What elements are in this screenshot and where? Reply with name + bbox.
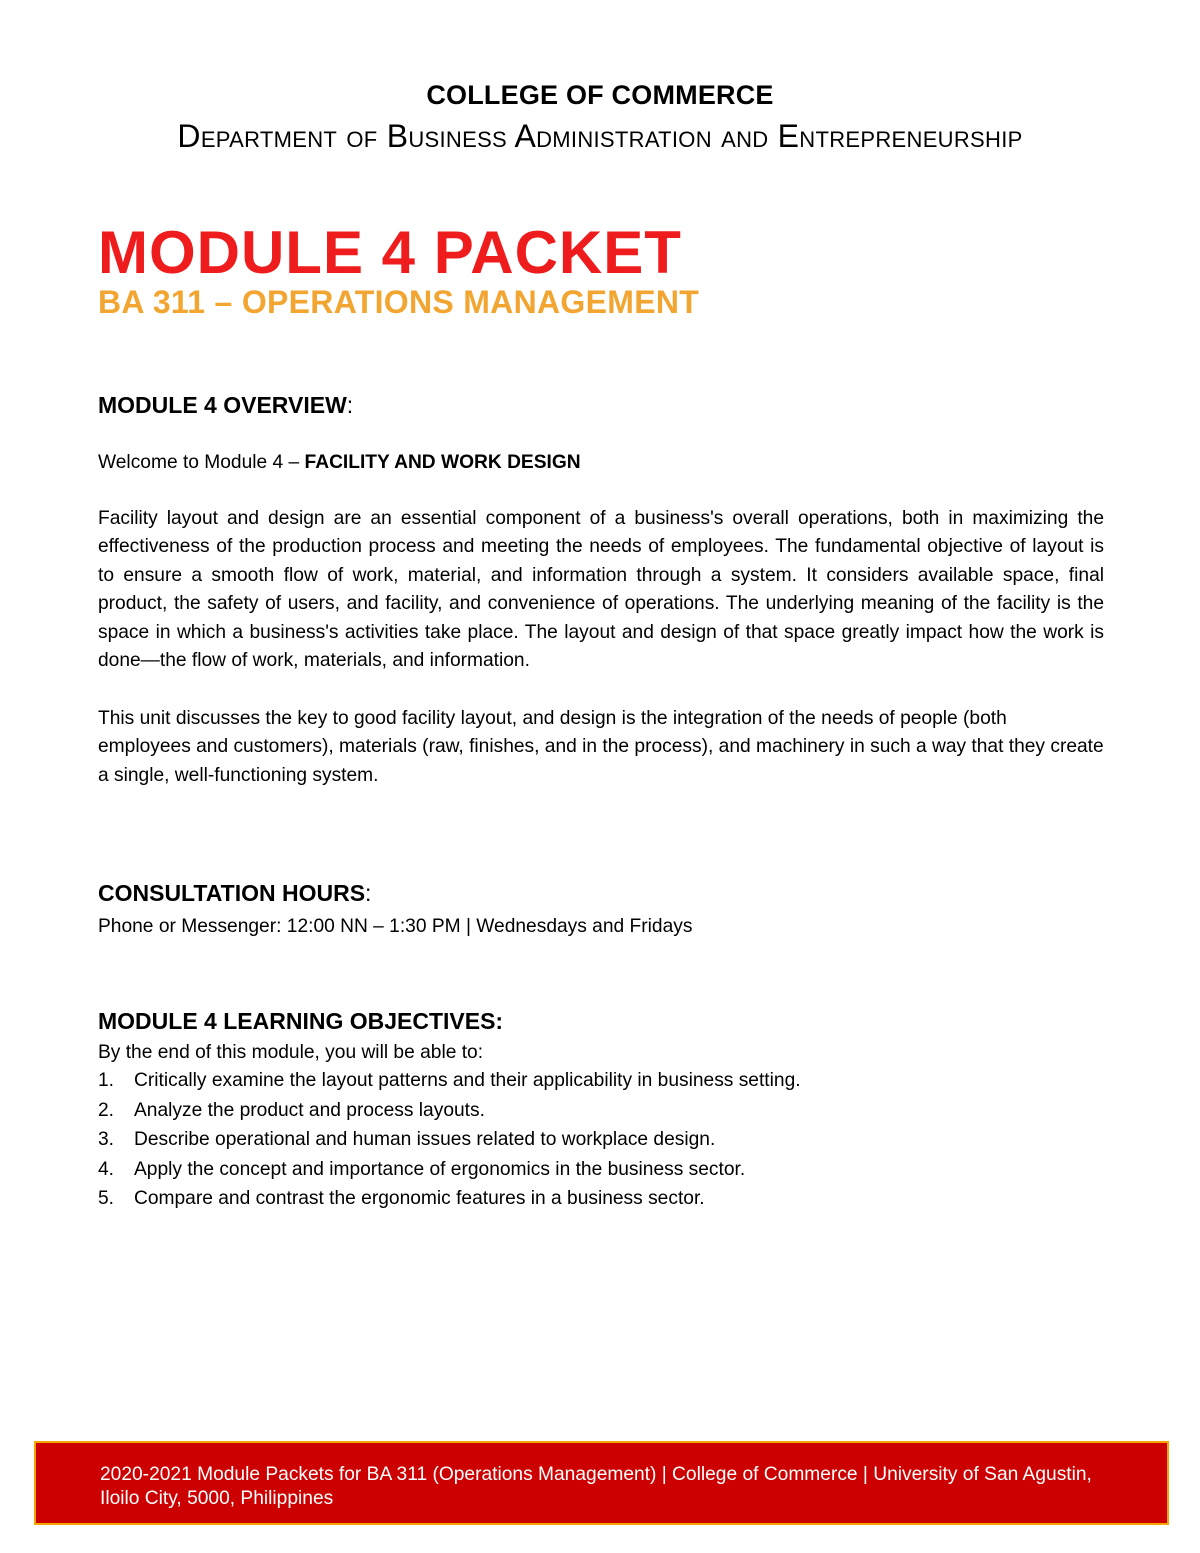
welcome-topic: FACILITY AND WORK DESIGN	[304, 452, 581, 473]
overview-paragraph-1: Facility layout and design are an essential component of a business's overall operations, both in maximizing the effectiveness of the production process and meeting the needs of employees. The fundamental objective of layout is to ensure a smooth flow of work, material, and information through a system. It considers available space, final product, the safety of users, and facility, and convenience of operations. The underlying meaning of the facility is the space in which a business's activities take place. The layout and design of that space greatly impact how the work is done—the flow of work, materials, and information.	[98, 508, 1104, 672]
list-item-number: 4.	[98, 1158, 115, 1180]
objectives-list	[98, 1066, 801, 1214]
objectives-intro: By the end of this module, you will be able to:	[98, 1042, 484, 1063]
course-title: BA 311 – OPERATIONS MANAGEMENT	[98, 284, 700, 320]
department-title: Department of Business Administration and Entrepreneurship	[177, 118, 1023, 154]
list-item	[98, 1125, 801, 1155]
welcome-prefix: Welcome to Module 4 –	[98, 452, 305, 473]
list-item	[98, 1066, 801, 1096]
overview-heading-suffix: :	[346, 392, 354, 418]
consultation-heading	[98, 880, 371, 907]
list-item-text: Compare and contrast the ergonomic features in a business sector.	[134, 1188, 705, 1210]
list-item	[98, 1155, 801, 1185]
list-item-text: Describe operational and human issues related to workplace design.	[134, 1129, 716, 1151]
consultation-heading-suffix: :	[365, 880, 372, 906]
overview-heading	[98, 392, 353, 419]
module-title: MODULE 4 PACKET	[98, 219, 682, 286]
list-item-text: Apply the concept and importance of ergonomics in the business sector.	[134, 1158, 746, 1180]
list-item-text: Critically examine the layout patterns and their applicability in business setting.	[134, 1070, 801, 1091]
list-item-number: 1.	[98, 1070, 115, 1091]
page-footer	[34, 1441, 1169, 1525]
overview-heading-text: MODULE 4 OVERVIEW	[98, 392, 347, 418]
list-item	[98, 1096, 801, 1126]
list-item-text: Analyze the product and process layouts.	[134, 1099, 485, 1121]
list-item-number: 5.	[98, 1188, 115, 1210]
welcome-line	[98, 449, 1104, 477]
list-item	[98, 1184, 801, 1214]
list-item-number: 3.	[98, 1129, 115, 1151]
college-title: COLLEGE OF COMMERCE	[426, 80, 774, 110]
footer-text: 2020-2021 Module Packets for BA 311 (Operations Management) | College of Commerce | University of San Agustin, Iloilo City, 5000, Philippines	[100, 1464, 1092, 1509]
consultation-heading-text: CONSULTATION HOURS	[98, 880, 366, 906]
objectives-heading: MODULE 4 LEARNING OBJECTIVES:	[98, 1008, 504, 1034]
list-item-number: 2.	[98, 1099, 115, 1121]
consultation-text: Phone or Messenger: 12:00 NN – 1:30 PM | Wednesdays and Fridays	[98, 916, 693, 937]
overview-paragraph-2: This unit discusses the key to good facility layout, and design is the integration of the needs of people (both employees and customers), materials (raw, finishes, and in the process), and machinery in such a way that they create a single, well-functioning system.	[98, 708, 1104, 786]
